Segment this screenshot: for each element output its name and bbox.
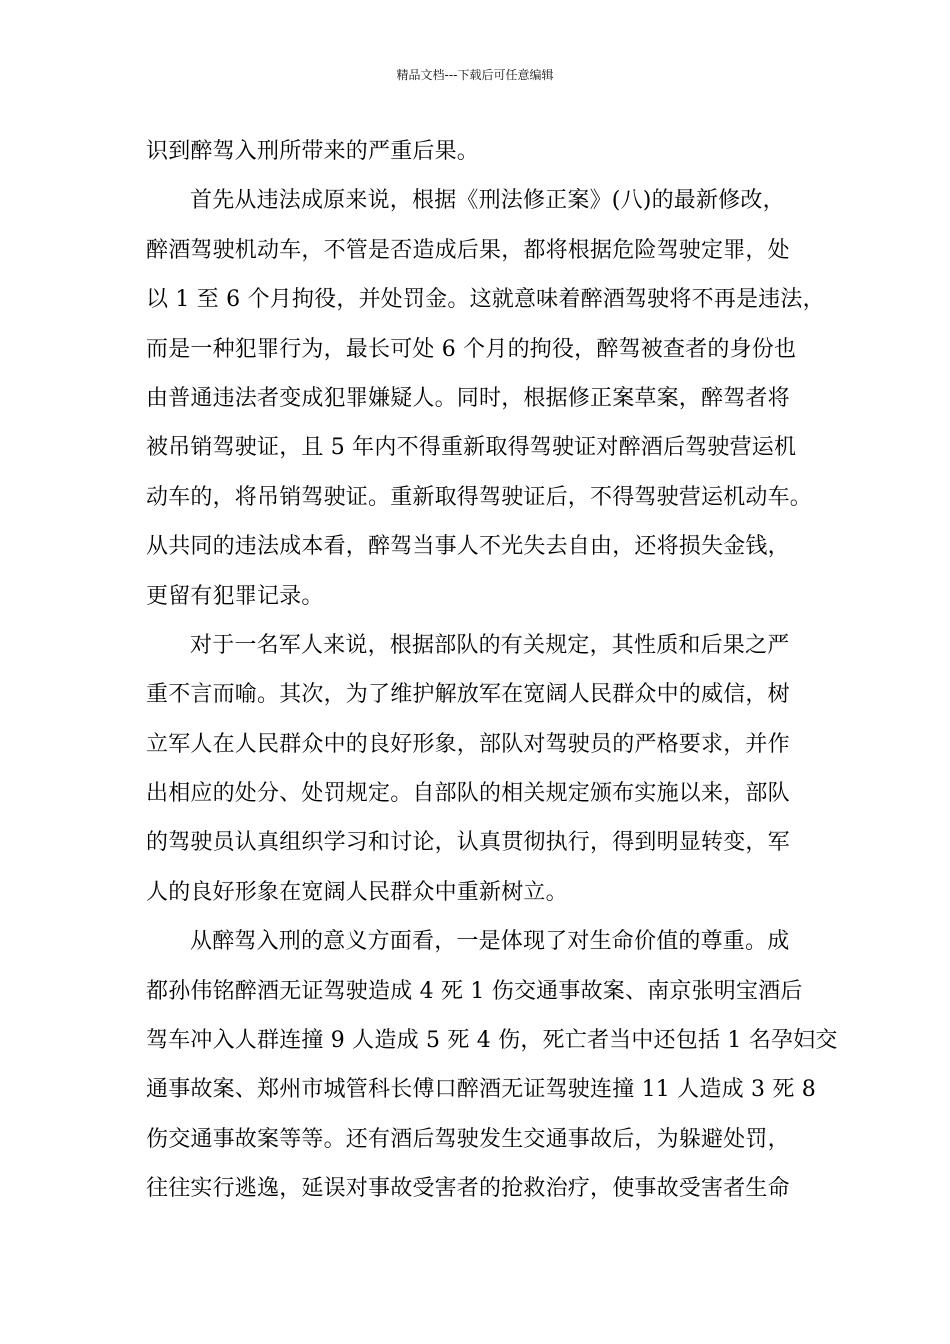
text-line: 由普通违法者变成犯罪嫌疑人。同时，根据修正案草案，醉驾者将: [146, 385, 790, 411]
text-line: 动车的，将吊销驾驶证。重新取得驾驶证后，不得驾驶营运机动车。: [146, 484, 813, 510]
text-line: 更留有犯罪记录。: [146, 583, 324, 609]
text-line: 被吊销驾驶证，且 5 年内不得重新取得驾驶证对醉酒后驾驶营运机: [146, 435, 797, 461]
text-line: 醉酒驾驶机动车，不管是否造成后果，都将根据危险驾驶定罪，处: [146, 237, 790, 263]
paragraph-start-line: 对于一名军人来说，根据部队的有关规定，其性质和后果之严: [190, 632, 790, 658]
text-line: 立军人在人民群众中的良好形象，部队对驾驶员的严格要求，并作: [146, 731, 790, 757]
text-line: 从共同的违法成本看，醉驾当事人不光失去自由，还将损失金钱，: [146, 534, 790, 560]
text-line: 驾车冲入人群连撞 9 人造成 5 死 4 伤，死亡者当中还包括 1 名孕妇交: [146, 1028, 838, 1054]
page-header: 精品文档---下载后可任意编辑: [396, 68, 554, 82]
text-line: 以 1 至 6 个月拘役，并处罚金。这就意味着醉酒驾驶将不再是违法，: [146, 287, 825, 313]
text-line: 的驾驶员认真组织学习和讨论，认真贯彻执行，得到明显转变，军: [146, 830, 790, 856]
text-line: 人的良好形象在宽阔人民群众中重新树立。: [146, 879, 568, 905]
text-line: 伤交通事故案等等。还有酒后驾驶发生交通事故后，为躲避处罚，: [146, 1126, 790, 1152]
paragraph-start-line: 从醉驾入刑的意义方面看，一是体现了对生命价值的尊重。成: [190, 929, 790, 955]
text-line: 出相应的处分、处罚规定。自部队的相关规定颁布实施以来，部队: [146, 781, 790, 807]
document-body: [146, 130, 838, 1217]
text-line: 重不言而喻。其次，为了维护解放军在宽阔人民群众中的威信，树: [146, 682, 790, 708]
text-line: 而是一种犯罪行为，最长可处 6 个月的拘役，醉驾被查者的身份也: [146, 336, 797, 362]
paragraph-start-line: 首先从违法成原来说，根据《刑法修正案》(八)的最新修改，: [190, 188, 785, 214]
text-line: 都孙伟铭醉酒无证驾驶造成 4 死 1 伤交通事故案、南京张明宝酒后: [146, 978, 803, 1004]
text-line: 识到醉驾入刑所带来的严重后果。: [146, 139, 480, 164]
text-line: 通事故案、郑州市城管科长傅口醉酒无证驾驶连撞 11 人造成 3 死 8: [146, 1077, 816, 1103]
text-line: 往往实行逃逸，延误对事故受害者的抢救治疗，使事故受害者生命: [146, 1176, 790, 1202]
